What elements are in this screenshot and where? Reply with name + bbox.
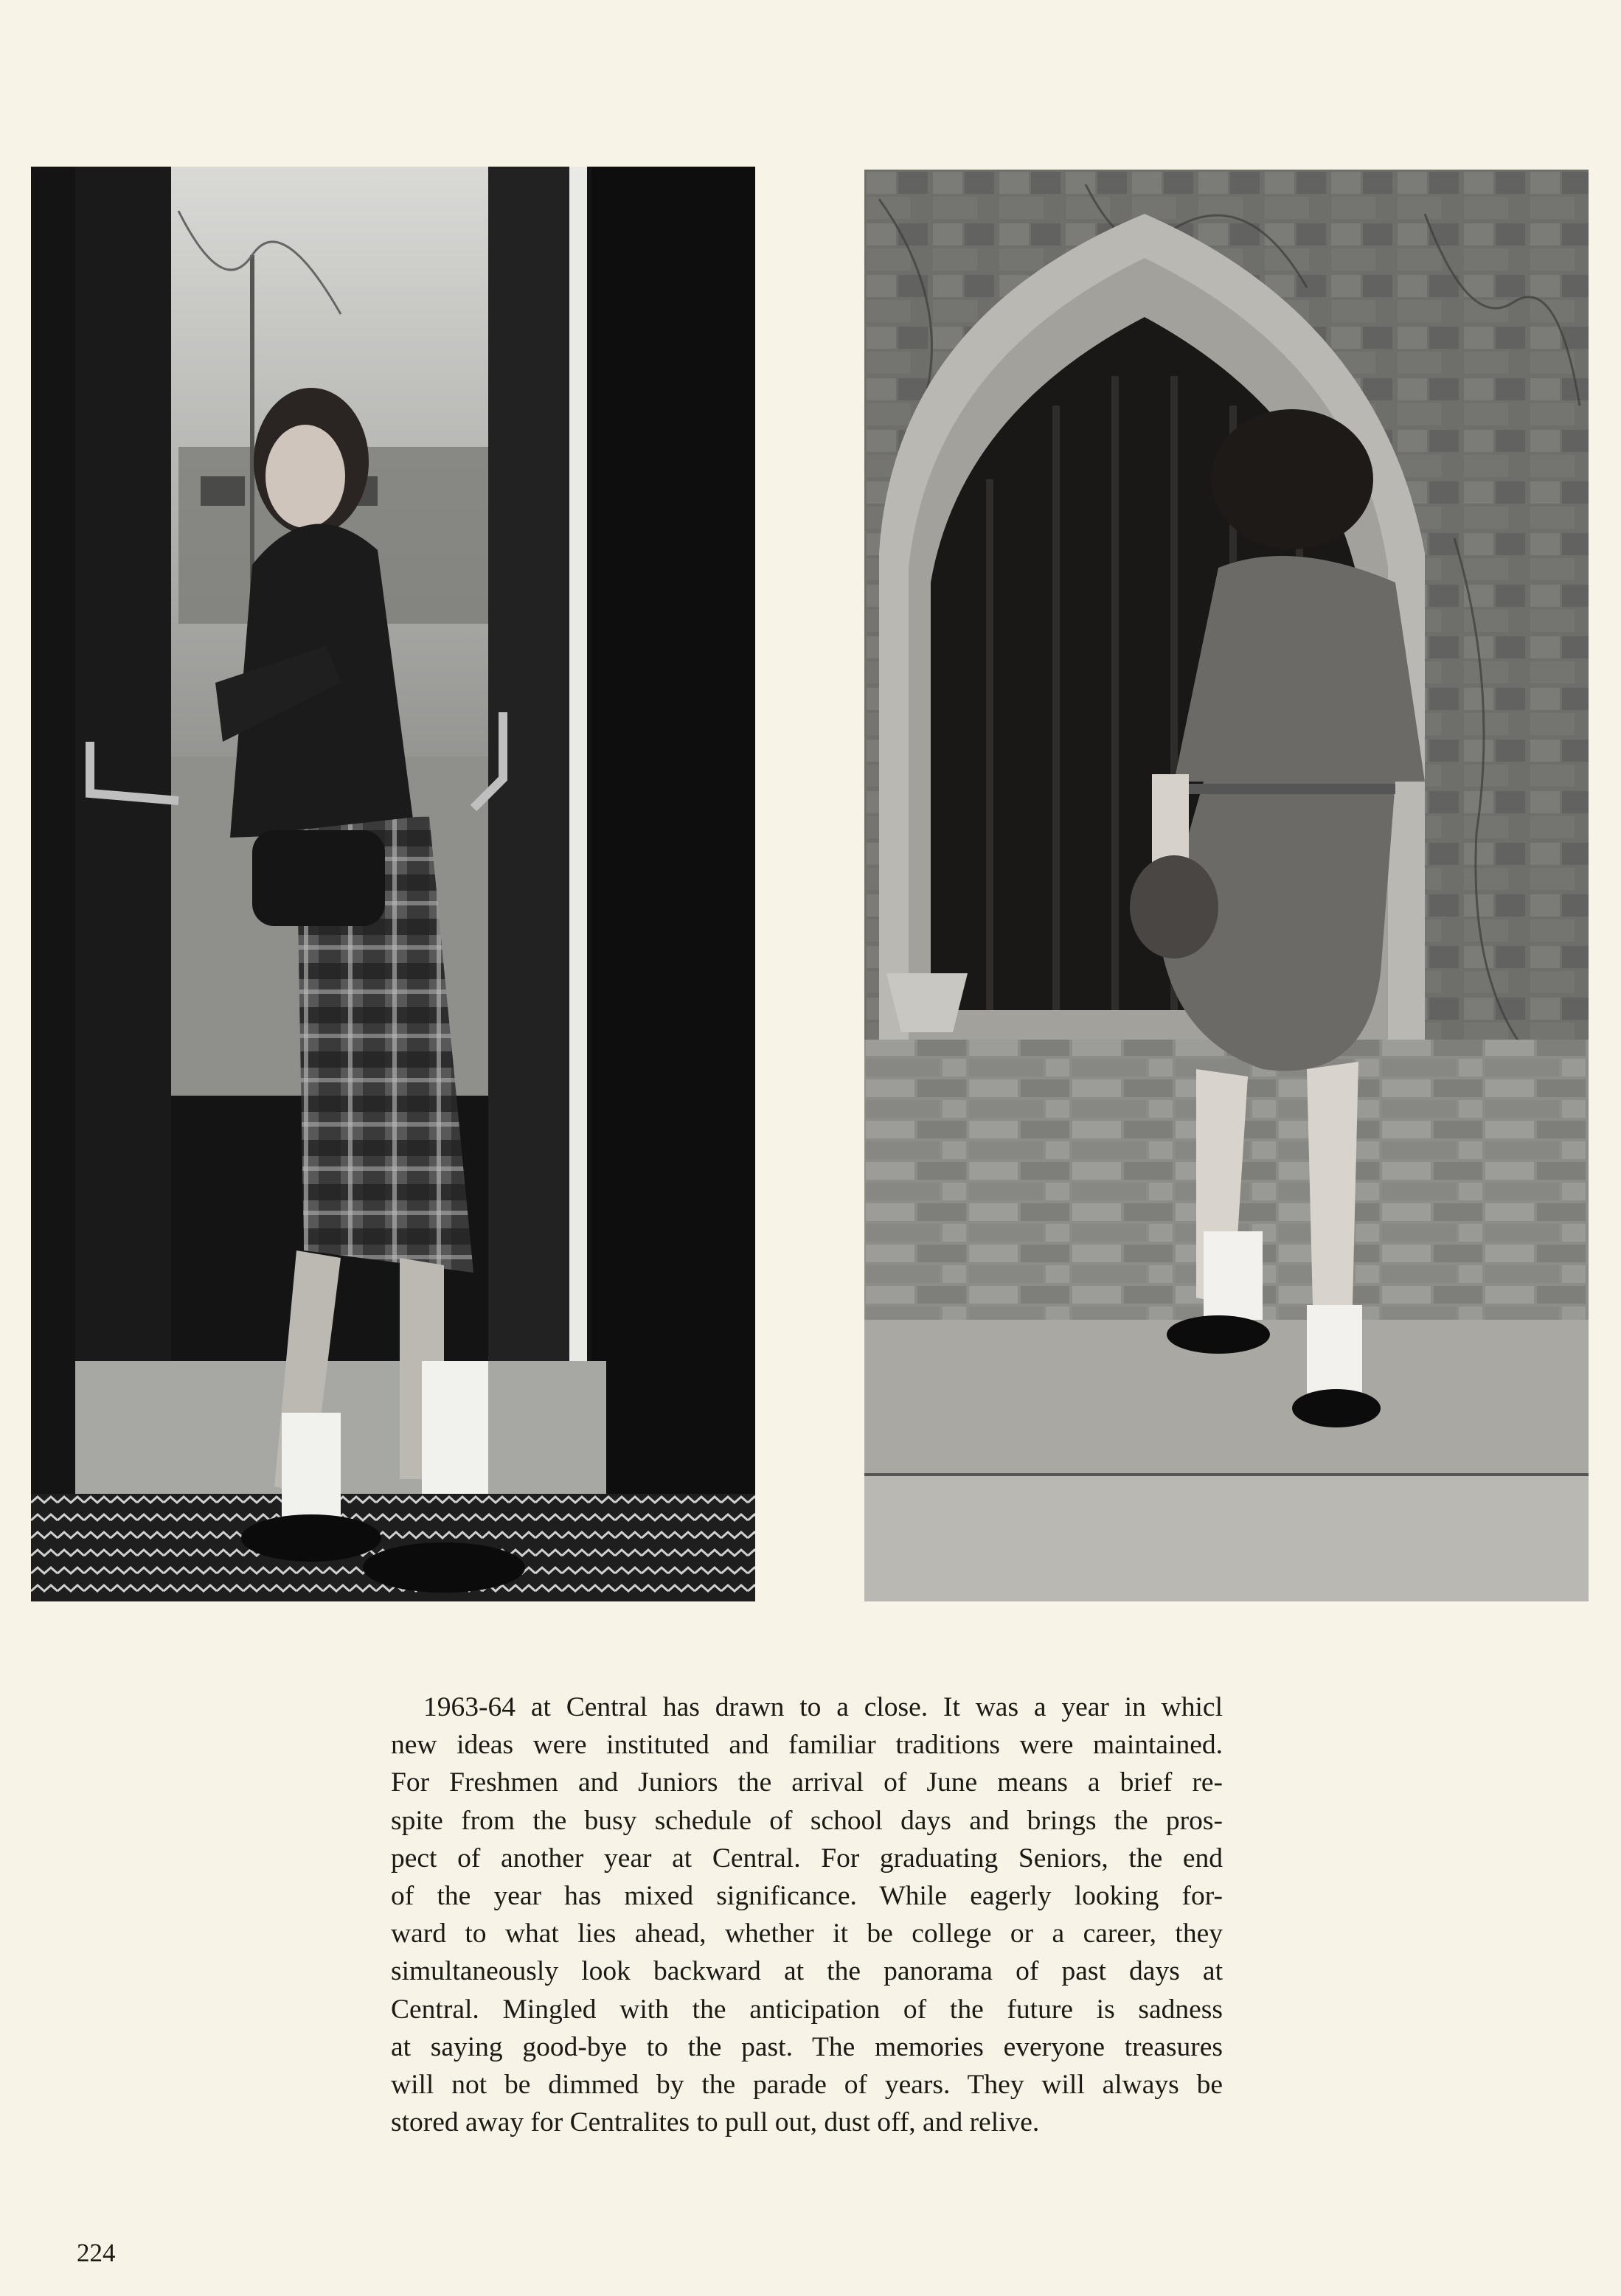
caption-line: pect of another year at Central. For graduating Seniors, the end (391, 1843, 1223, 1874)
caption-text (391, 1688, 1223, 2141)
caption-line: will not be dimmed by the parade of years. They will always be (391, 2070, 1223, 2101)
photo-girl-at-arch (864, 170, 1589, 1601)
caption-line: simultaneously look backward at the panorama of past days at (391, 1956, 1223, 1987)
caption-line: ward to what lies ahead, whether it be college or a career, they (391, 1918, 1223, 1949)
photo-girl-at-arch-image (864, 170, 1589, 1601)
caption-line: at saying good-bye to the past. The memories everyone treasures (391, 2031, 1223, 2062)
caption-line: Central. Mingled with the anticipation of the future is sadness (391, 1994, 1223, 2025)
caption-line: 1963-64 at Central has drawn to a close. It was a year in whicl (423, 1692, 1223, 1722)
caption-line: For Freshmen and Juniors the arrival of June means a brief re- (391, 1767, 1223, 1798)
caption-line: of the year has mixed significance. While eagerly looking for- (391, 1881, 1223, 1912)
caption-line: spite from the busy schedule of school days and brings the pros- (391, 1805, 1223, 1836)
photo-girl-at-door-image (31, 167, 755, 1601)
caption-line: stored away for Centralites to pull out, dust off, and relive. (391, 2107, 1040, 2138)
photo-girl-at-door (31, 167, 755, 1601)
page-number: 224 (77, 2238, 116, 2267)
caption-line: new ideas were instituted and familiar traditions were maintained. (391, 1730, 1223, 1761)
